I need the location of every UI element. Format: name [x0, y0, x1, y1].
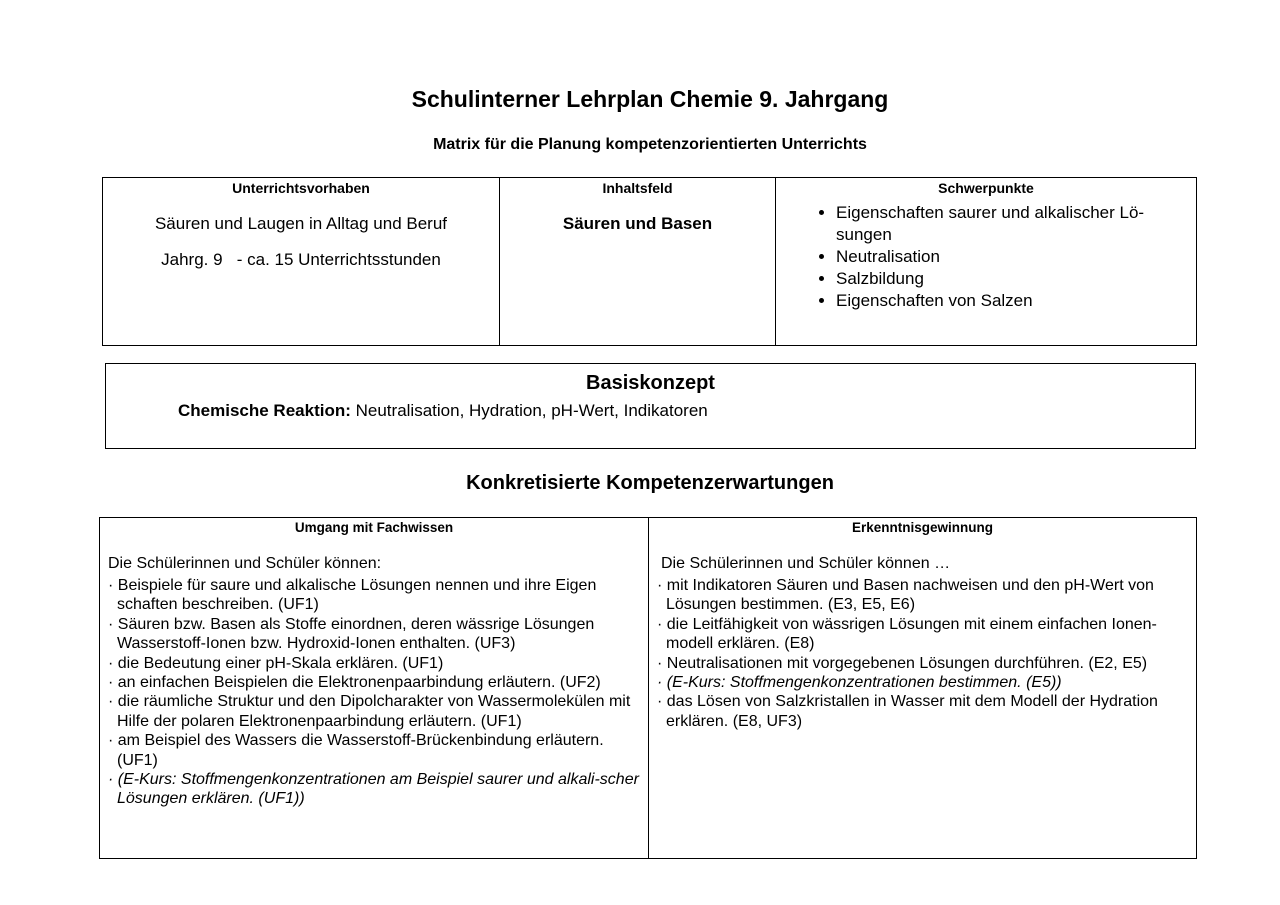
schwerpunkt-item: • Neutralisation [836, 246, 1196, 268]
list-item: · die Leitfähigkeit von wässrigen Lösungen mit einem einfachen Ionen-modell erklären. (E8) [657, 615, 1188, 654]
erkenntnis-list [649, 576, 1196, 731]
col-header-erkenntnisgewinnung: Erkenntnisgewinnung [851, 520, 993, 535]
vorhaben-title: Säuren und Laugen in Alltag und Beruf [154, 214, 448, 233]
vorhaben-cell [103, 178, 500, 346]
basiskonzept-heading: Basiskonzept [586, 372, 715, 394]
list-item: · die Bedeutung einer pH-Skala erklären. (UF1) [108, 654, 640, 673]
list-item: · Beispiele für saure und alkalische Lösungen nennen und ihre Eigen schaften beschreiben. (UF1) [108, 576, 640, 615]
fachwissen-cell [100, 518, 649, 859]
list-item: · Neutralisationen mit vorgegebenen Lösungen durchführen. (E2, E5) [657, 654, 1188, 673]
inhaltsfeld-cell [500, 178, 776, 346]
list-item: · (E-Kurs: Stoffmengenkonzentrationen bestimmen. (E5)) [657, 673, 1188, 692]
col-header-inhaltsfeld: Inhaltsfeld [602, 180, 673, 196]
basiskonzept-line [178, 401, 1195, 421]
inhaltsfeld-value: Säuren und Basen [562, 214, 713, 233]
overview-table [102, 177, 1197, 346]
kompetenzen-table [99, 517, 1197, 859]
fachwissen-intro: Die Schülerinnen und Schüler können: [108, 555, 382, 572]
kompetenzen-heading: Konkretisierte Kompetenzerwartungen [466, 472, 834, 494]
basiskonzept-label: Chemische Reaktion: [178, 401, 351, 420]
document-subtitle: Matrix für die Planung kompetenzorientierten Unterrichts [433, 136, 867, 153]
schwerpunkt-item: • Eigenschaften saurer und alkalischer Lö-sungen [836, 202, 1166, 246]
list-item: · (E-Kurs: Stoffmengenkonzentrationen am Beispiel saurer und alkali-scher Lösungen erklären. (UF1)) [108, 770, 640, 809]
schwerpunkt-item: • Salzbildung [836, 268, 1196, 290]
document-title: Schulinterner Lehrplan Chemie 9. Jahrgang [411, 86, 889, 112]
col-header-unterrichtsvorhaben: Unterrichtsvorhaben [232, 180, 370, 196]
col-header-schwerpunkte: Schwerpunkte [938, 180, 1034, 196]
schwerpunkte-list [776, 202, 1196, 312]
basiskonzept-text: Neutralisation, Hydration, pH-Wert, Indikatoren [355, 401, 708, 420]
list-item: · Säuren bzw. Basen als Stoffe einordnen, deren wässrige Lösungen Wasserstoff-Ionen bzw. Hydroxid-Ionen enthalten. (UF3) [108, 615, 640, 654]
vorhaben-detail: Jahrg. 9 - ca. 15 Unterrichtsstunden [161, 250, 441, 269]
schwerpunkt-item: • Eigenschaften von Salzen [836, 290, 1196, 312]
list-item: · das Lösen von Salzkristallen in Wasser mit dem Modell der Hydration erklären. (E8, UF3) [657, 692, 1188, 731]
list-item: · an einfachen Beispielen die Elektronenpaarbindung erläutern. (UF2) [108, 673, 640, 692]
fachwissen-list [100, 576, 648, 809]
list-item: · mit Indikatoren Säuren und Basen nachweisen und den pH-Wert von Lösungen bestimmen. (E3, E5, E6) [657, 576, 1188, 615]
list-item: · am Beispiel des Wassers die Wasserstoff-Brückenbindung erläutern. (UF1) [108, 731, 640, 770]
col-header-fachwissen: Umgang mit Fachwissen [294, 520, 454, 535]
basiskonzept-box [105, 363, 1196, 449]
list-item: · die räumliche Struktur und den Dipolcharakter von Wassermolekülen mit Hilfe der polaren Elektronenpaarbindung erläutern. (UF1) [108, 692, 640, 731]
schwerpunkte-cell [776, 178, 1197, 346]
erkenntnis-intro: Die Schülerinnen und Schüler können … [661, 555, 951, 572]
erkenntnis-cell [649, 518, 1197, 859]
